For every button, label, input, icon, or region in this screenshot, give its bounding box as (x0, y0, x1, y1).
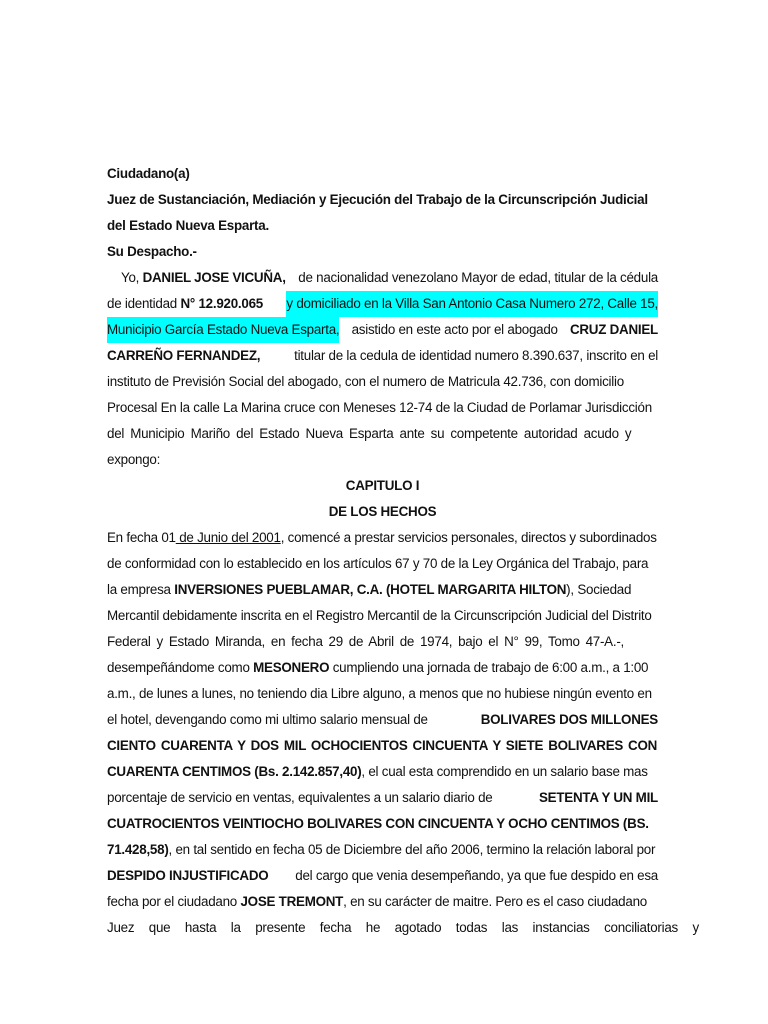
facts-line-11: porcentaje de servicio en ventas, equivalentes a un salario diario de SETENTA Y UN MIL (107, 785, 658, 811)
highlighted-address: y domiciliado en la Villa San Antonio Casa Numero 272, Calle 15, (286, 291, 658, 317)
judge-title-line-2: del Estado Nueva Esparta. (107, 218, 269, 233)
facts-line-9: CIENTO CUARENTA Y DOS MIL OCHOCIENTOS CINCUENTA Y SIETE BOLIVARES CON (107, 738, 658, 753)
dismissal-type: DESPIDO INJUSTIFICADO (107, 868, 269, 883)
intro-line-5: instituto de Previsión Social del abogado, con el numero de Matricula 42.736, con domicilio (107, 374, 624, 389)
facts-line-6: desempeñándome como MESONERO cumpliendo una jornada de trabajo de 6:00 a.m., a 1:00 (107, 660, 649, 675)
office-line: Su Despacho.- (107, 244, 197, 259)
chapter-title: CAPITULO I (345, 478, 420, 493)
lawyer-name: CARREÑO FERNANDEZ, (107, 348, 261, 363)
intro-text: titular de la cedula de identidad numero 8.390.637, inscrito en el (294, 348, 658, 363)
supervisor-name: JOSE TREMONT (240, 894, 344, 909)
facts-line-3: la empresa INVERSIONES PUEBLAMAR, C.A. (HOTEL MARGARITA HILTON), Sociedad (107, 582, 632, 597)
intro-text: de identidad (107, 296, 181, 311)
facts-line-16: Juez que hasta la presente fecha he agotado todas las instancias conciliatorias y (107, 920, 699, 935)
facts-line-8: el hotel, devengando como mi ultimo salario mensual de BOLIVARES DOS MILLONES (107, 707, 658, 733)
company-name: INVERSIONES PUEBLAMAR, C.A. (HOTEL MARGARITA HILTON (174, 582, 567, 597)
facts-line-15: fecha por el ciudadano JOSE TREMONT, en su carácter de maitre. Pero es el caso ciudadano (107, 894, 647, 909)
intro-text: asistido en este acto por el abogado (351, 322, 558, 337)
intro-line-3 (107, 317, 658, 343)
addressee: Ciudadano(a) (107, 166, 190, 181)
intro-line-1 (107, 265, 658, 291)
claimant-name: DANIEL JOSE VICUÑA, (142, 270, 286, 285)
daily-salary-amount: SETENTA Y UN MIL (538, 790, 658, 805)
facts-line-13: 71.428,58), en tal sentido en fecha 05 de Diciembre del año 2006, termino la relación laboral por (107, 842, 656, 857)
intro-line-2 (107, 291, 658, 317)
intro-line-8: expongo: (107, 452, 161, 467)
intro-text: de nacionalidad venezolano Mayor de edad, titular de la cédula (298, 270, 658, 285)
job-title: MESONERO (253, 660, 330, 675)
chapter-subtitle: DE LOS HECHOS (328, 504, 437, 519)
facts-line-7: a.m., de lunes a lunes, no teniendo dia Libre alguno, a menos que no hubiese ningún evento en (107, 686, 652, 701)
facts-line-5: Federal y Estado Miranda, en fecha 29 de Abril de 1974, bajo el N° 99, Tomo 47-A.-, (107, 634, 625, 649)
facts-line-14: DESPIDO INJUSTIFICADO del cargo que venia desempeñando, ya que fue despido en esa (107, 863, 658, 889)
facts-line-2: de conformidad con lo establecido en los artículos 67 y 70 de la Ley Orgánica del Trabajo, para (107, 556, 649, 571)
facts-line-4: Mercantil debidamente inscrita en el Registro Mercantil de la Circunscripción Judicial del Distrito (107, 608, 652, 623)
facts-line-1: En fecha 01 de Junio del 2001, comencé a prestar servicios personales, directos y subordinados (107, 530, 657, 545)
highlighted-address: Municipio García Estado Nueva Esparta, (107, 317, 339, 343)
intro-line-4 (107, 343, 658, 369)
intro-line-7: del Municipio Mariño del Estado Nueva Esparta ante su competente autoridad acudo y (107, 426, 632, 441)
lawyer-name: CRUZ DANIEL (569, 322, 658, 337)
judge-title-line-1: Juez de Sustanciación, Mediación y Ejecución del Trabajo de la Circunscripción Judicial (107, 192, 648, 207)
intro-line-6: Procesal En la calle La Marina cruce con Meneses 12-74 de la Ciudad de Porlamar Jurisdicción (107, 400, 652, 415)
document-body (107, 161, 699, 941)
daily-salary-amount: 71.428,58) (107, 842, 169, 857)
salary-amount: CUARENTA CENTIMOS (Bs. 2.142.857,40) (107, 764, 362, 779)
id-number: N° 12.920.065 (180, 296, 263, 311)
start-date: de Junio del 2001 (175, 530, 281, 545)
salary-amount: BOLIVARES DOS MILLONES (480, 712, 658, 727)
intro-text: Yo, (121, 270, 143, 285)
facts-line-10: CUARENTA CENTIMOS (Bs. 2.142.857,40), el cual esta comprendido en un salario base mas (107, 764, 648, 779)
facts-line-12: CUATROCIENTOS VEINTIOCHO BOLIVARES CON CINCUENTA Y OCHO CENTIMOS (BS. (107, 816, 649, 831)
